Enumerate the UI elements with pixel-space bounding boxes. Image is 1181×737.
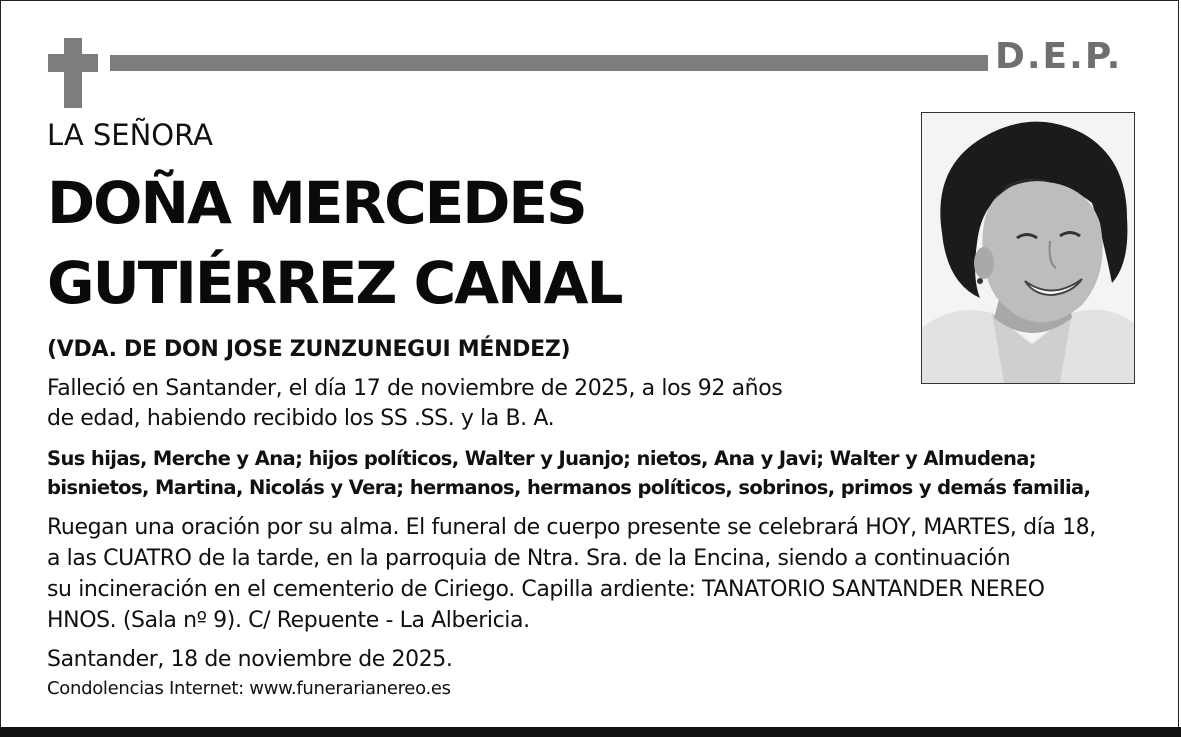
portrait-illustration bbox=[922, 113, 1134, 383]
family-line1: Sus hijas, Merche y Ana; hijos políticos, Walter y Juanjo; nietos, Ana y Javi; Walter y Almudena; bbox=[47, 447, 1036, 470]
portrait-photo bbox=[921, 112, 1135, 384]
salutation: LA SEÑORA bbox=[47, 118, 213, 152]
death-details-line1: Falleció en Santander, el día 17 de noviembre de 2025, a los 92 años bbox=[47, 376, 783, 401]
cross-horizontal-bar bbox=[48, 54, 98, 72]
funeral-line2: a las CUATRO de la tarde, en la parroquia de Ntra. Sra. de la Encina, siendo a continuación bbox=[47, 546, 1011, 571]
bottom-rule bbox=[0, 727, 1181, 737]
funeral-line1: Ruegan una oración por su alma. El funeral de cuerpo presente se celebrará HOY, MARTES, día 18, bbox=[47, 515, 1096, 540]
deceased-name-line1: DOÑA MERCEDES bbox=[47, 169, 586, 237]
place-date: Santander, 18 de noviembre de 2025. bbox=[47, 647, 453, 672]
funeral-line3: su incineración en el cementerio de Ciriego. Capilla ardiente: TANATORIO SANTANDER NEREO bbox=[47, 577, 1045, 602]
dep-heading: D.E.P. bbox=[995, 36, 1123, 77]
deceased-name-line2: GUTIÉRREZ CANAL bbox=[47, 249, 622, 317]
funeral-line4: HNOS. (Sala nº 9). C/ Repuente - La Albericia. bbox=[47, 608, 530, 633]
cross-vertical-bar bbox=[64, 38, 82, 108]
header-rule bbox=[110, 55, 988, 71]
condolences-line: Condolencias Internet: www.funerarianereo.es bbox=[47, 678, 451, 699]
death-details-line2: de edad, habiendo recibido los SS .SS. y la B. A. bbox=[47, 406, 555, 431]
widow-of-line: (VDA. DE DON JOSE ZUNZUNEGUI MÉNDEZ) bbox=[47, 337, 571, 362]
family-line2: bisnietos, Martina, Nicolás y Vera; hermanos, hermanos políticos, sobrinos, primos y demás familia, bbox=[47, 476, 1091, 499]
